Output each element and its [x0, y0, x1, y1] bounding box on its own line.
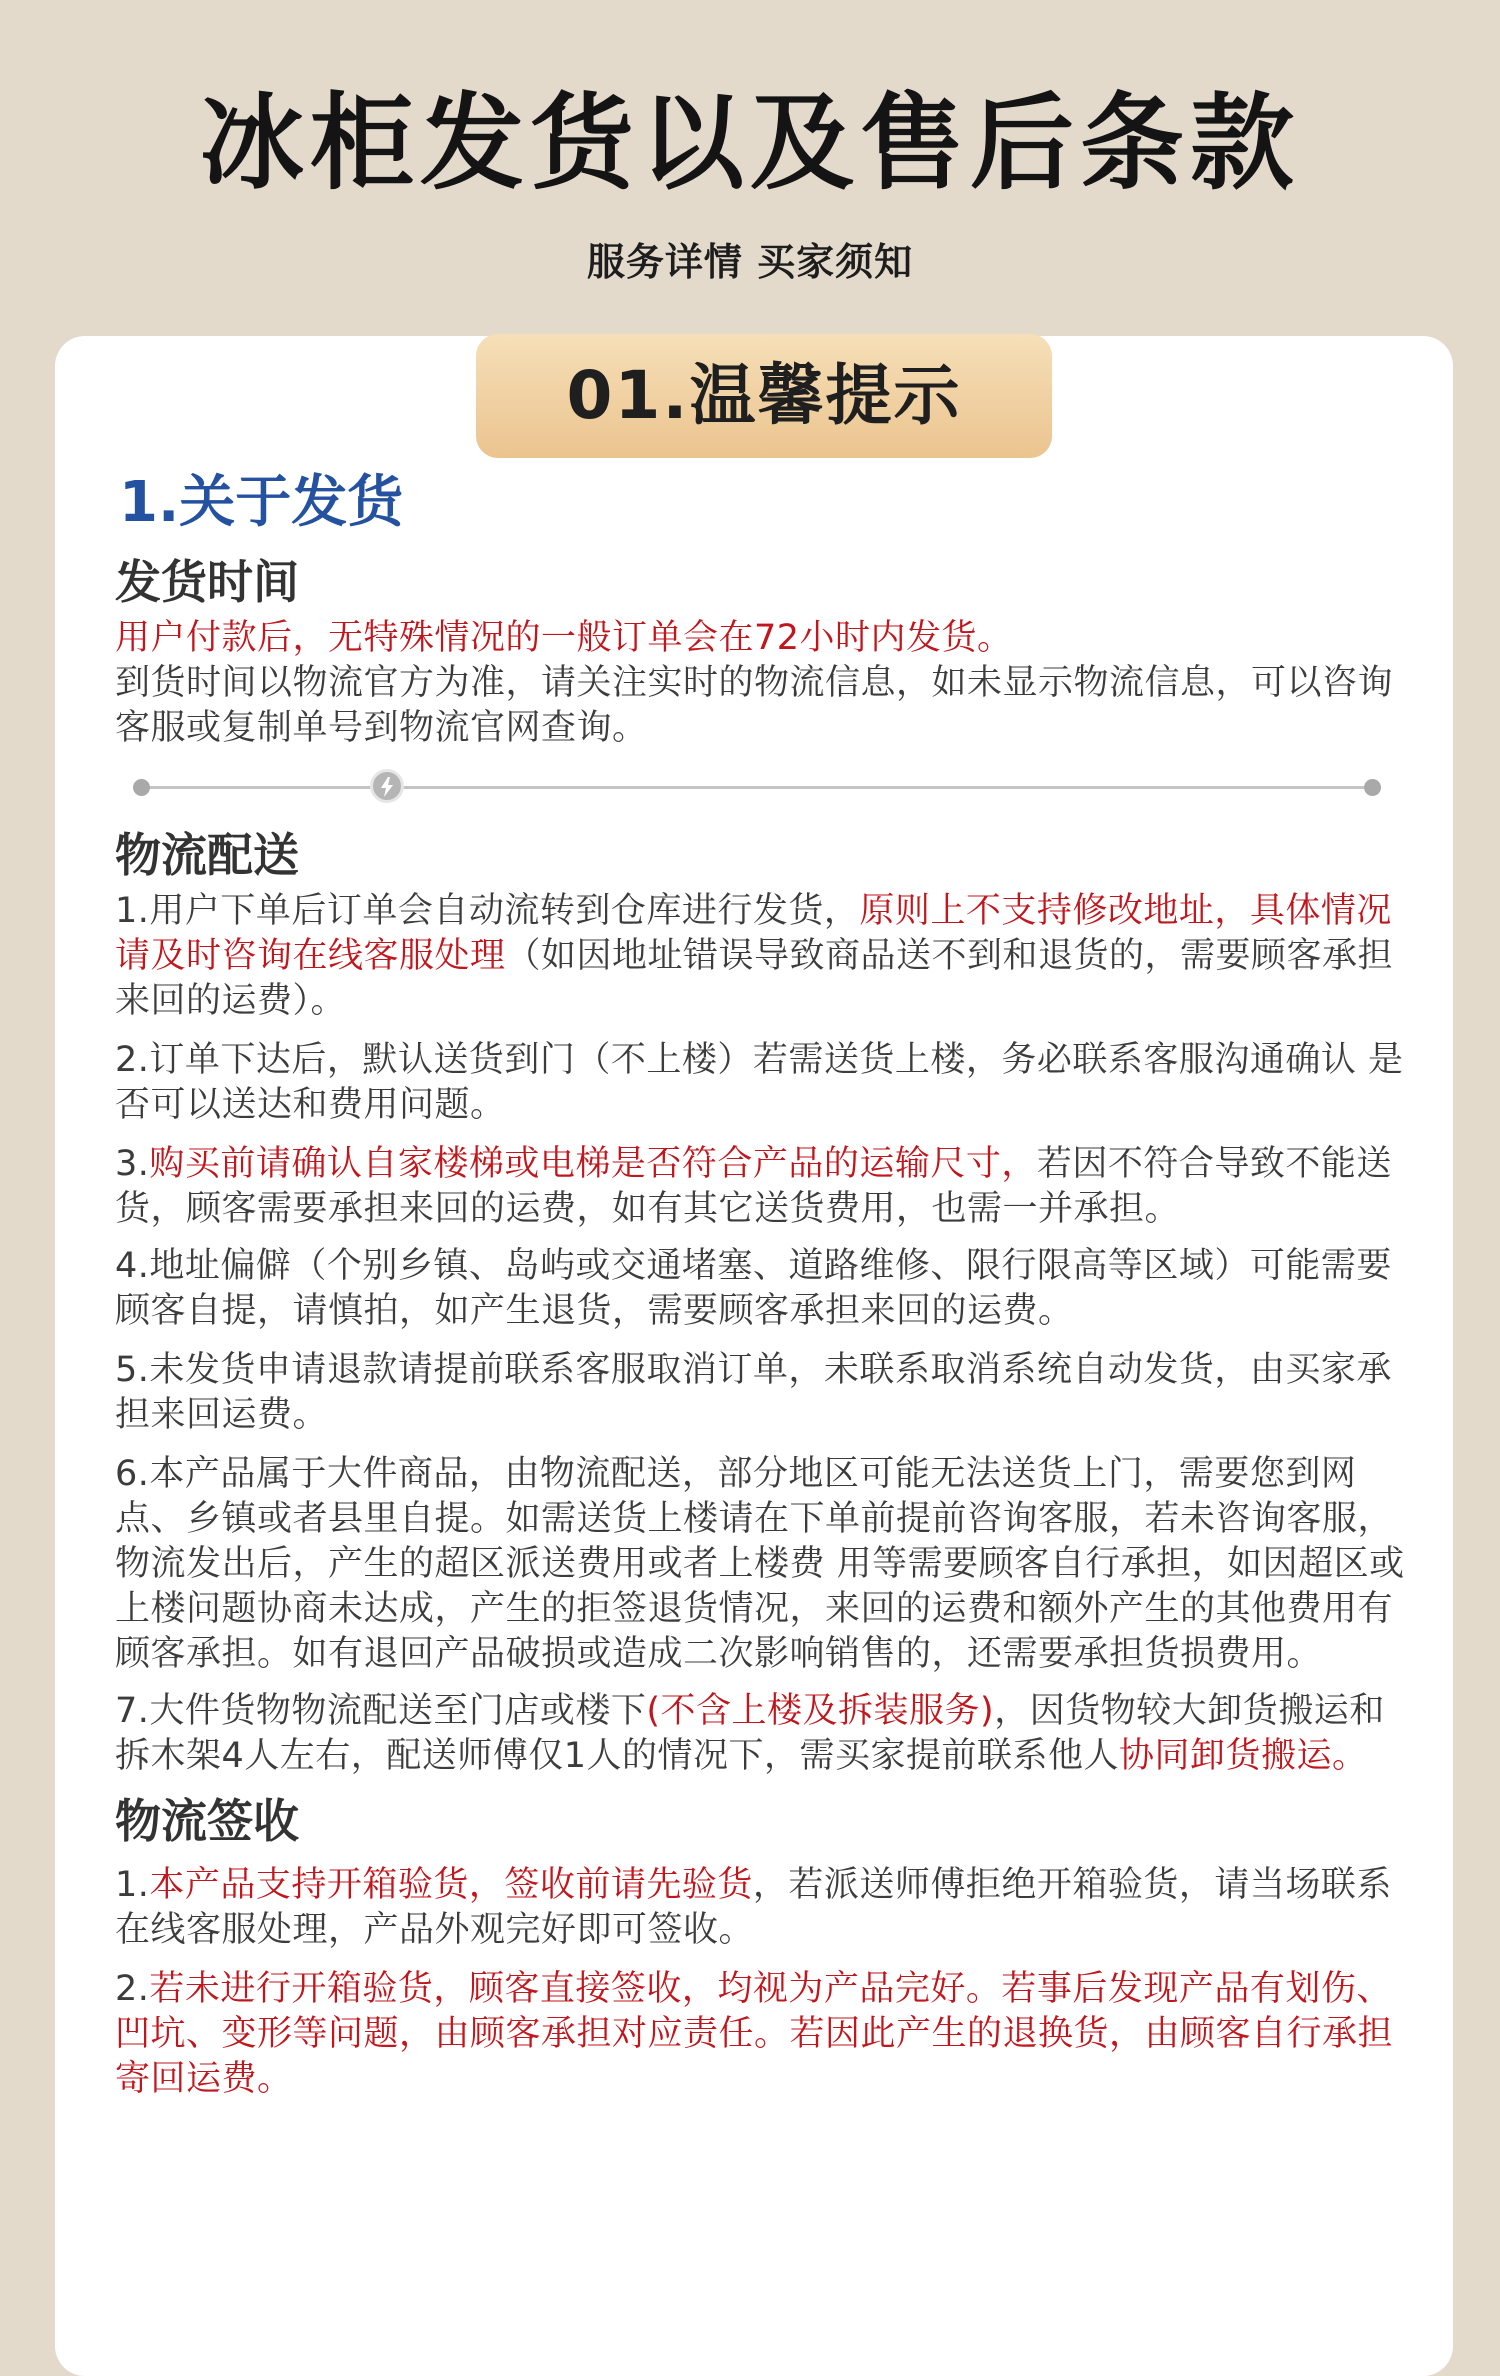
- shipping-time-normal-line: 到货时间以物流官方为准，请关注实时的物流信息，如未显示物流信息，可以咨询客服或复制单号到物流官网查询。: [115, 663, 1394, 748]
- signing-item-1: [115, 1863, 1415, 1953]
- delivery-item-1-red: 原则上不支持修改地址，具体情况请及时咨询在线客服处理: [115, 891, 1392, 976]
- shipping-time-red-line: 用户付款后，无特殊情况的一般订单会在72小时内发货。: [115, 618, 1013, 658]
- delivery-item-1: [115, 889, 1415, 1024]
- divider-line: [143, 786, 1375, 789]
- delivery-item-2: 2.订单下达后，默认送货到门（不上楼）若需送货上楼，务必联系客服沟通确认 是否可以送达和费用问题。: [115, 1040, 1404, 1125]
- delivery-item-7-red-1: (不含上楼及拆装服务): [646, 1691, 995, 1731]
- delivery-item-1-text-a: 1.用户下单后订单会自动流转到仓库进行发货，: [115, 891, 860, 931]
- delivery-item-5: 5.未发货申请退款请提前联系客服取消订单，未联系取消系统自动发货，由买家承担来回运费。: [115, 1350, 1392, 1435]
- signing-title: 物流签收: [115, 1794, 299, 1848]
- divider-dot-left: [133, 779, 150, 796]
- signing-item-2-num: 2.: [115, 1969, 150, 2009]
- delivery-item-1-text-b: （如因地址错误导致商品送不到和退货的，需要顾客承担来回的运费）。: [115, 936, 1394, 1021]
- delivery-item-3-red: 购买前请确认自家楼梯或电梯是否符合产品的运输尺寸，: [149, 1144, 1037, 1184]
- section-title-pill: 01.温馨提示: [476, 334, 1052, 458]
- section-divider: [115, 767, 1375, 807]
- divider-dot-right: [1364, 779, 1381, 796]
- delivery-item-6: 6.本产品属于大件商品，由物流配送，部分地区可能无法送货上门，需要您到网点、乡镇或者县里自提。如需送货上楼请在下单前提前咨询客服，若未咨询客服，物流发出后，产生的超区派送费用或者上楼费 用等需要顾客自行承担，如因超区或上楼问题协商未达成，产生的拒签退货情况，来回的运费和额外产生的其他费用有顾客承担。如有退回产品破损或造成二次影响销售的，还需要承担货损费用。: [115, 1454, 1405, 1674]
- delivery-item-7: [115, 1689, 1415, 1779]
- signing-item-1-red: 本产品支持开箱验货，签收前请先验货: [149, 1865, 753, 1905]
- page-title: 冰柜发货以及售后条款: [199, 82, 1300, 204]
- signing-item-1-text: ，若派送师傅拒绝开箱验货，请当场联系在线客服处理，产品外观完好即可签收。: [115, 1865, 1392, 1950]
- page-subtitle: 服务详情 买家须知: [586, 240, 914, 284]
- delivery-item-3-num: 3.: [115, 1144, 150, 1184]
- signing-item-2-red: 若未进行开箱验货，顾客直接签收，均视为产品完好。若事后发现产品有划伤、凹坑、变形等问题，由顾客承担对应责任。若因此产生的退换货，由顾客自行承担寄回运费。: [115, 1969, 1394, 2099]
- delivery-item-4: 4.地址偏僻（个别乡镇、岛屿或交通堵塞、道路维修、限行限高等区域）可能需要顾客自提，请慎拍，如产生退货，需要顾客承担来回的运费。: [115, 1246, 1392, 1331]
- delivery-item-7-text-a: 7.大件货物物流配送至门店或楼下: [115, 1691, 647, 1731]
- delivery-item-3: [115, 1142, 1415, 1232]
- delivery-item-3-text: 若因不符合导致不能送货，顾客需要承担来回的运费，如有其它送货费用，也需一并承担。: [115, 1144, 1392, 1229]
- content-body: [115, 468, 1415, 2102]
- delivery-item-7-text-b: ，因货物较大卸货搬运和拆木架4人左右，配送师傅仅1人的情况下，需买家提前联系他人: [115, 1691, 1385, 1776]
- lightning-bolt-icon: [370, 769, 404, 803]
- shipping-heading: 1.关于发货: [119, 470, 404, 535]
- signing-item-1-num: 1.: [115, 1865, 150, 1905]
- delivery-item-7-red-2: 协同卸货搬运。: [1119, 1736, 1368, 1776]
- shipping-time-title: 发货时间: [115, 555, 299, 609]
- signing-item-2: [115, 1967, 1415, 2102]
- delivery-title: 物流配送: [115, 828, 299, 882]
